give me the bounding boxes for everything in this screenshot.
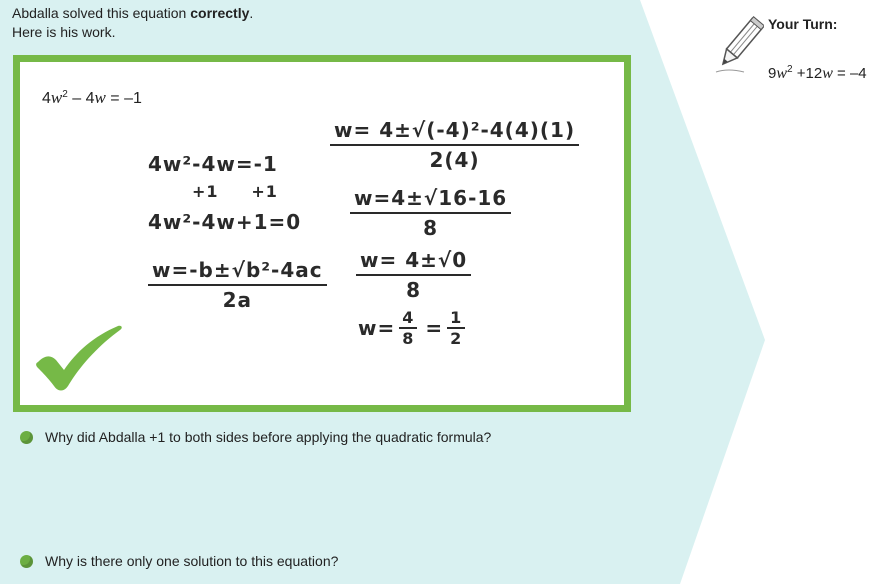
- your-turn-equation: $9w^2 +12w = -4$: [768, 64, 867, 82]
- intro-line1-prefix: Abdalla solved this equation: [12, 5, 191, 21]
- step-3-numerator: w= 4±√0: [356, 248, 471, 276]
- step-4-frac-2: $\frac{1}{2}$: [447, 308, 465, 348]
- step-4-equals: =: [425, 316, 444, 340]
- hand-line-3: 4w²-4w+1=0: [148, 210, 302, 234]
- step-1: [330, 118, 579, 172]
- bullet-icon: [20, 431, 33, 444]
- step-4: [358, 308, 465, 348]
- step-4-prefix: w=: [358, 316, 396, 340]
- intro-text: [12, 4, 253, 42]
- your-turn-title: Your Turn:: [768, 16, 838, 32]
- step-2: [350, 186, 511, 240]
- hand-line-1: 4w²-4w=-1: [148, 152, 278, 176]
- step-4-frac-1: $\frac{4}{8}$: [399, 308, 417, 348]
- step-2-numerator: w=4±√16-16: [350, 186, 511, 214]
- step-3-denominator: 8: [406, 278, 422, 302]
- step-1-numerator: w= 4±√(-4)²-4(4)(1): [330, 118, 579, 146]
- question-2-text: Why is there only one solution to this equation?: [45, 553, 339, 569]
- pencil-icon: [714, 14, 764, 76]
- formula-denominator: 2a: [222, 288, 252, 312]
- intro-line2: Here is his work.: [12, 24, 116, 40]
- hand-line-2: +1 +1: [192, 182, 278, 201]
- formula-numerator: w=-b±√b²-4ac: [148, 258, 327, 286]
- quadratic-formula: [148, 258, 327, 312]
- question-1: [20, 429, 491, 445]
- bullet-icon: [20, 555, 33, 568]
- checkmark-icon: [34, 324, 124, 394]
- intro-bold-word: correctly: [190, 5, 250, 21]
- printed-equation: $4w^2 - 4w = -1$: [42, 88, 142, 107]
- work-panel: [13, 55, 631, 412]
- step-3: [356, 248, 471, 302]
- intro-line1-suffix: .: [249, 5, 254, 21]
- question-2: [20, 553, 338, 569]
- question-1-text: Why did Abdalla +1 to both sides before applying the quadratic formula?: [45, 429, 492, 445]
- step-2-denominator: 8: [423, 216, 439, 240]
- step-1-denominator: 2(4): [429, 148, 480, 172]
